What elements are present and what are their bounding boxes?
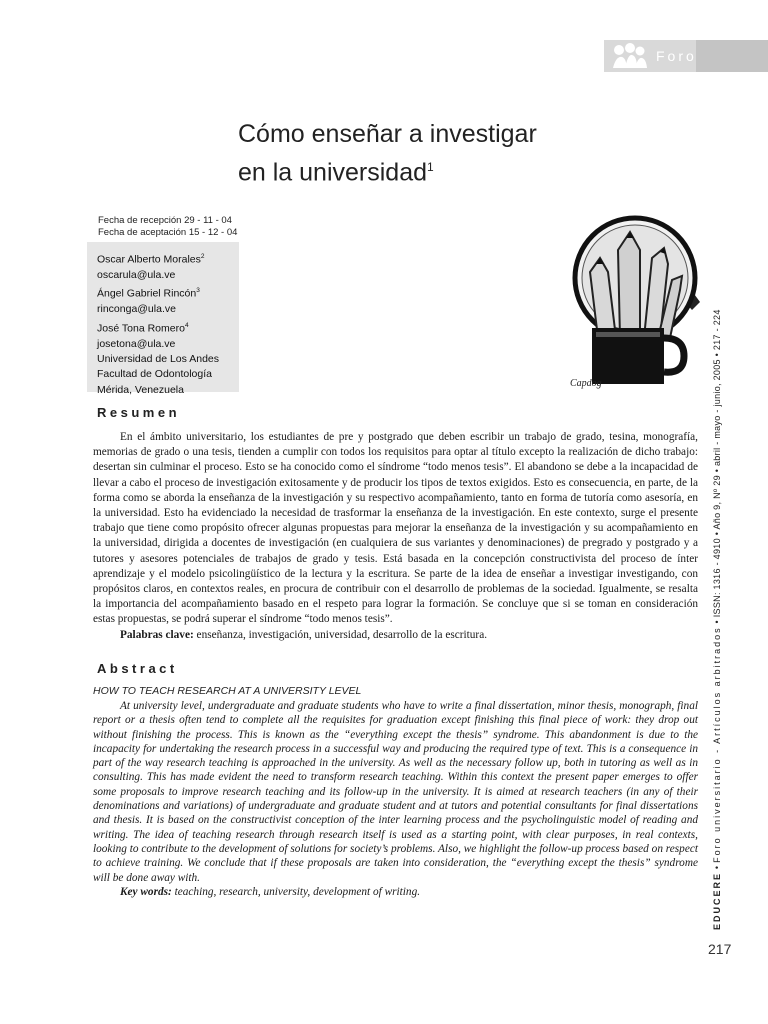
sidebar-journal: EDUCERE [712,871,722,930]
abstract-keywords-text: teaching, research, university, development of writing. [171,885,421,898]
author-2-email: rinconga@ula.ve [97,303,176,316]
author-1-email: oscarula@ula.ve [97,268,176,281]
sidebar-sep-4: • [712,468,722,473]
author-name [97,318,219,337]
resumen-heading: Resumen [97,405,181,420]
abstract-keywords [93,885,698,899]
sidebar-sep-1: • [712,865,722,870]
affiliation-university: Universidad de Los Andes [97,352,219,365]
title-line-2 [238,151,658,189]
author-list [97,249,219,398]
date-received: Fecha de recepción 29 - 11 - 04 [98,215,232,226]
sidebar-issue: Año 9, Nº 29 [712,475,722,530]
page-number: 217 [708,941,732,957]
resumen-section [93,430,698,643]
mug-icon [592,328,684,384]
author-3-name: José Tona Romero [97,322,185,335]
author-2-name: Ángel Gabriel Rincón [97,287,197,300]
resumen-keywords-label: Palabras clave: [120,628,194,641]
section-tab [604,40,768,72]
abstract-keywords-label: Key words: [120,885,172,898]
title-footnote-marker: 1 [427,160,434,174]
sidebar-sep-5: • [712,352,722,357]
section-tab-block [696,40,768,72]
resumen-paragraph: En el ámbito universitario, los estudiantes de pre y postgrado que deben escribir un trabajo de grado, tesina, monografía, memorias de grado o una tesis, tienden a cumplir con todos los requisitos para optar al título excepto la realización de dicho trabajo: desertan sin culminar el proceso. Esto se ha conocido como el síndrome “todo menos tesis”. El abandono se debe a la incapacidad de llevar a cabo el proceso de investigación exitosamente y de producir los tipos de textos exigidos. Esto es consecuencia, en parte, de la forma como se aborda la enseñanza de la investigación y su respectivo acompañamiento, tanto en forma de tutoría como asesoría, en la universidad. Esto ha evidenciado la necesidad de trasformar la enseñanza de la investigación. En este contexto, surge el presente trabajo que tiene como propósito ofrecer algunas propuestas para mejorar la enseñanza de la investigación y su acompañamiento en la universidad, dirigida a docentes de investigación (en cualquiera de sus variantes y denominaciones) de pregrado y postgrado y a tutores y asesores potenciales de trabajos de grado y tesis. Está basada en la concepción constructivista del proceso de ínter aprendizaje y el modelo psicolingüístico de la lectura y la escritura. Se parte de la idea de enseñar a investigar investigando, con propósitos claros, en contextos reales, en procura de contribuir con el desarrollo de problemas de la sociedad. Igualmente, se resalta la importancia del acompañamiento basado en el respeto para lograr la formación. Se concluye que si se toman en consideración estas propuestas, se podrá superar el síndrome “todo menos tesis”. [93,431,698,626]
journal-sidebar [712,309,726,930]
resumen-keywords [93,628,698,643]
abstract-paragraph: At university level, undergraduate and graduate students who have to write a final dissertation, minor thesis, monograph, final report or a thesis often tend to complete all the requisites for graduation except finishing this final piece of work: they drop out without finishing the process. This is known as the “everything except the thesis” syndrome. This abandonment is due to the incapacity for undertaking the research process in a successful way and producing the required type of text. This is a consequence in part of the way research teaching is approached in the university. As well as the necessary follow up, both in tutoring as well as in consulting. This has made evident the need to transform research teaching. Within this context the present paper emerges to offer some proposals to improve research teaching and its follow-up in the university. It is aimed at research teachers (in any of their denominations and variations) of undergraduate and graduate student and at tutors and potential consultants for final dissertations and thesis. It is based on the constructivist conception of the inter learning process and the psycholinguistic model of reading and writing. The idea of teaching research through research itself is used as a starting point, with clear purposes, in real contexts, looking to contribute to the development of solutions for society’s problems. Also, we highlight the follow-up process based on respect to achieve training. We conclude that if these proposals are taken into consideration, the “everything except the thesis” syndrome will be done away with. [93,700,698,884]
article-title [238,118,658,189]
affiliation-faculty: Facultad de Odontología [97,368,212,381]
author-name [97,283,219,302]
abstract-section [93,699,698,899]
sidebar-section: Foro universitario - Artículos arbitrados [712,626,722,863]
submission-dates [98,215,237,239]
artist-signature: Capdog [570,378,602,389]
author-3-email: josetona@ula.ve [97,337,176,350]
author-name [97,249,219,268]
affiliation-city: Mérida, Venezuela [97,383,184,396]
title-line-1: Cómo enseñar a investigar [238,120,537,148]
sidebar-sep-2: • [712,620,722,624]
abstract-title: HOW TO TEACH RESEARCH AT A UNIVERSITY LEVEL [93,685,362,697]
author-3-footnote: 4 [184,321,189,329]
magnifier-pencils-illustration [560,210,710,400]
sidebar-issn: ISSN: 1316 - 4910 [712,538,722,618]
author-2-footnote: 3 [196,287,200,295]
author-1-footnote: 2 [200,253,205,260]
section-label: Foro [656,48,697,64]
resumen-keywords-text: enseñanza, investigación, universidad, desarrollo de la escritura. [193,628,488,641]
abstract-heading: Abstract [97,661,178,676]
author-1-name: Oscar Alberto Morales [97,253,201,266]
title-line-2-text: en la universidad [238,158,428,187]
sidebar-sep-3: • [712,531,722,536]
sidebar-pages: 217 - 224 [712,309,722,351]
date-accepted: Fecha de aceptación 15 - 12 - 04 [98,227,238,238]
sidebar-date: abril - mayo - junio, 2005 [712,359,722,467]
foro-logo-icon [610,42,650,70]
